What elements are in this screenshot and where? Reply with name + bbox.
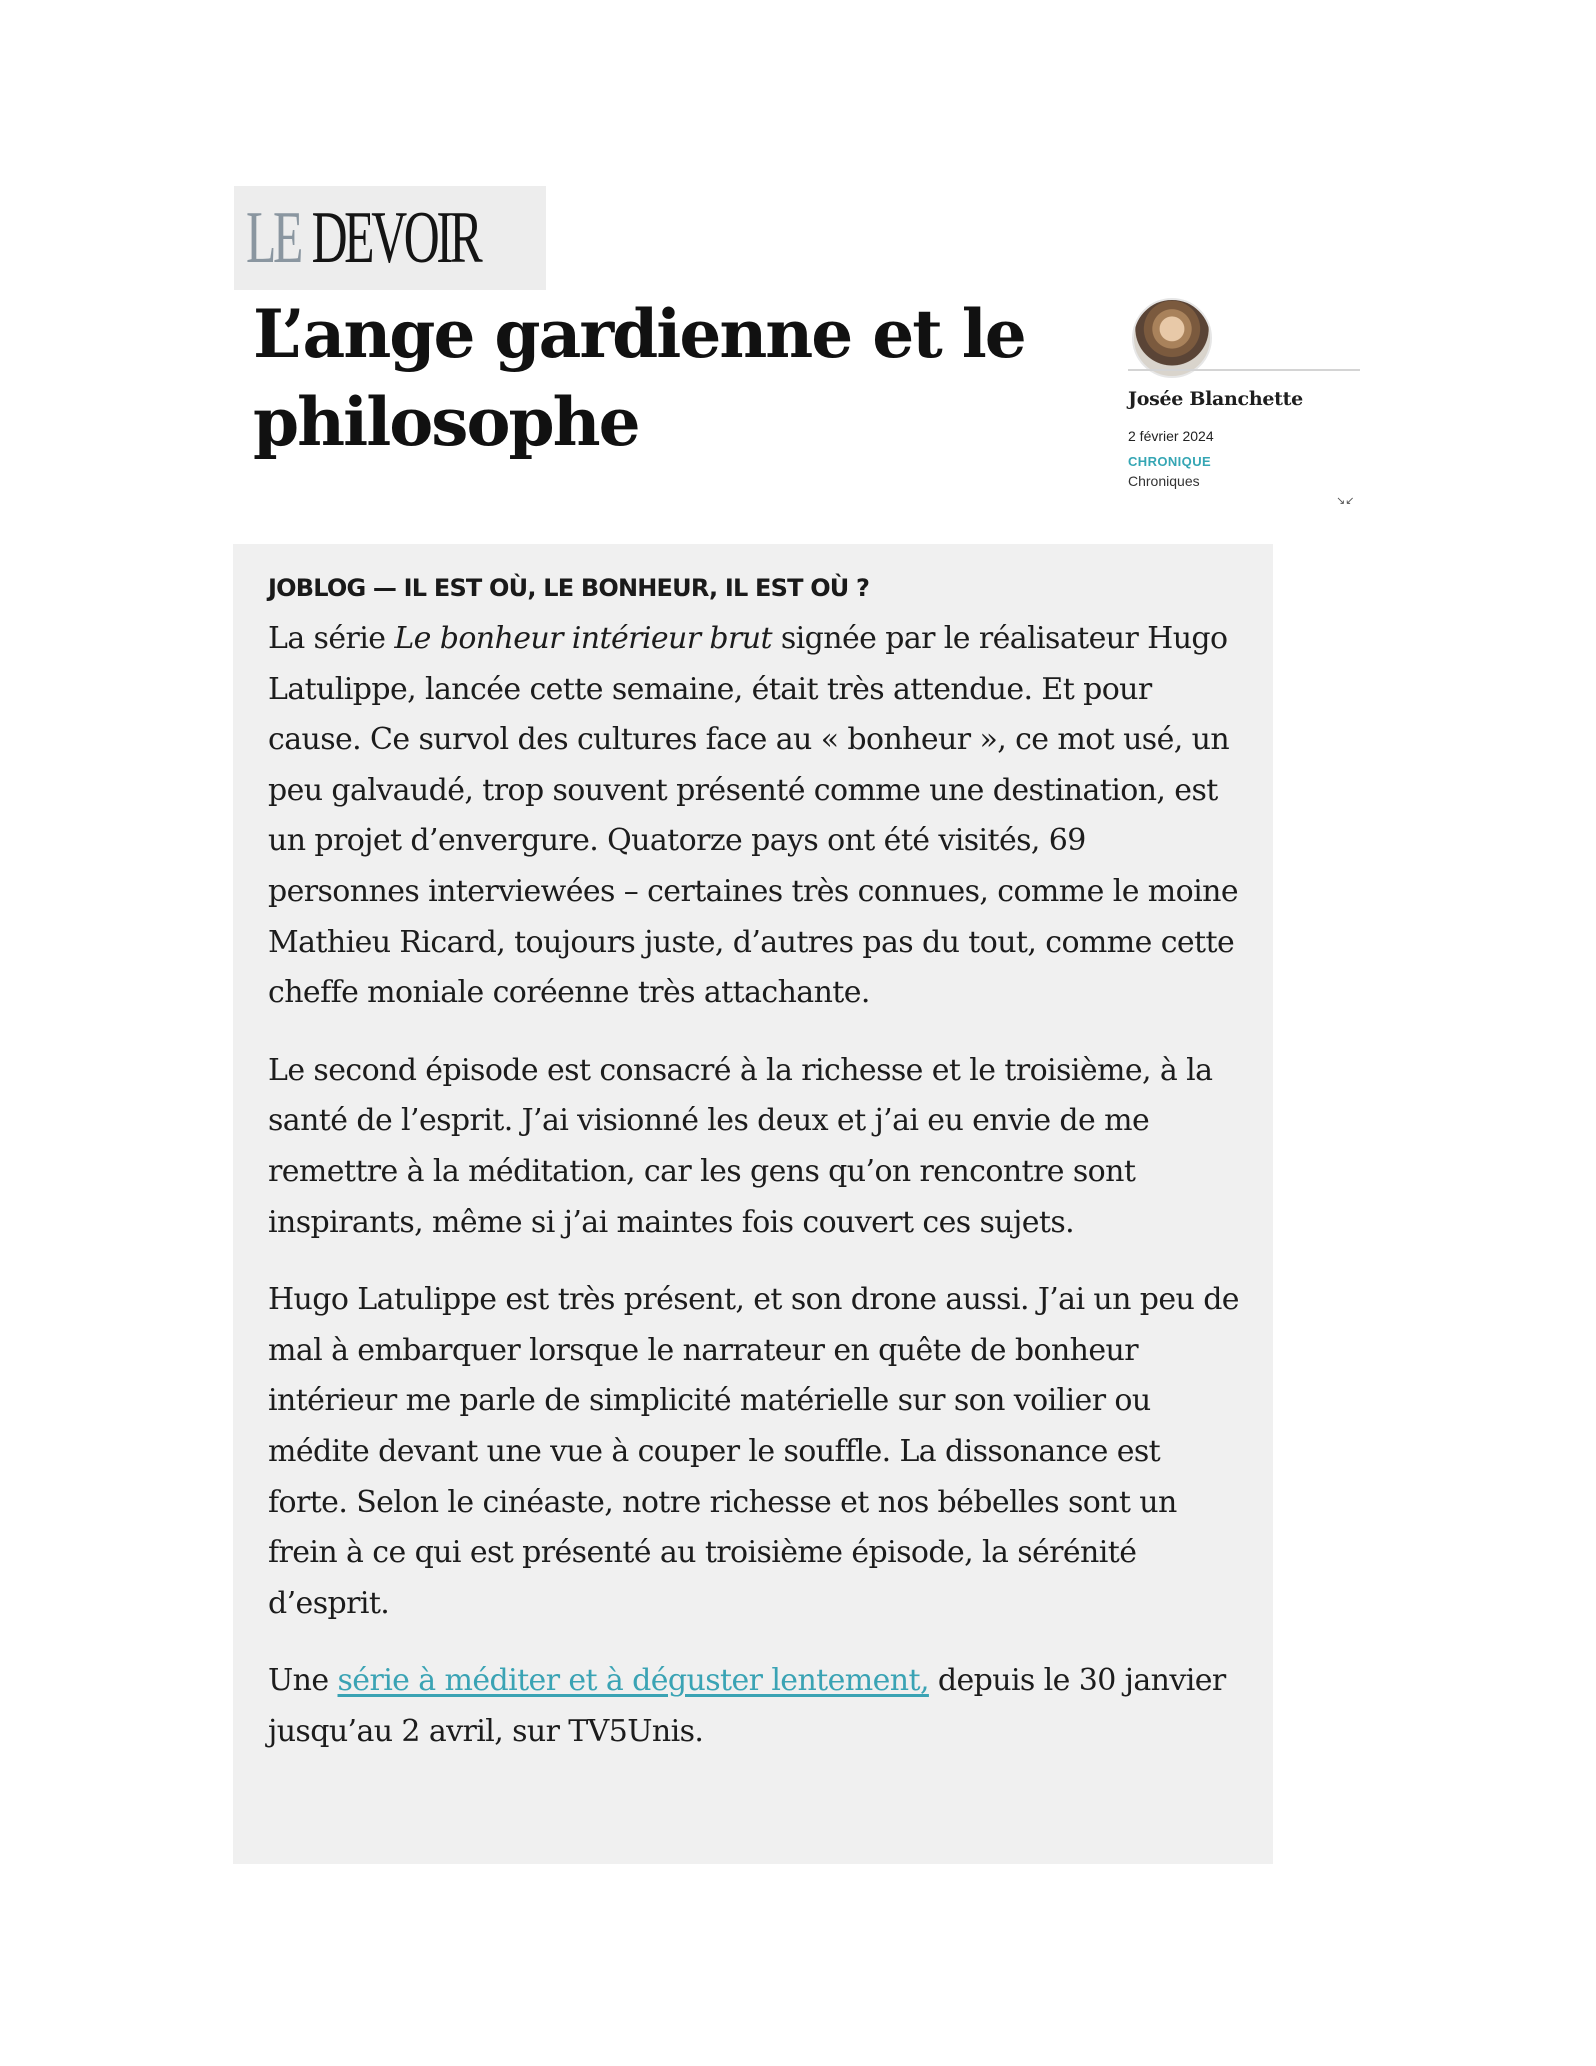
author-block — [1128, 298, 1360, 508]
share-icon[interactable]: ↘↙ — [1336, 494, 1355, 507]
paragraph-4-start: Une — [268, 1663, 338, 1699]
paragraph-1-rest: signée par le réalisateur Hugo Latulippe, lancée cette semaine, était très attendue. Et pour cause. Ce survol des cultures face au « bonheur », ce mot usé, un peu galvaudé, trop souvent présenté comme une destination, est un projet d’envergure. Quatorze pays ont été visités, 69 personnes interviewées – certaines très connues, comme le moine Mathieu Ricard, toujours juste, d’autres pas du tout, comme cette cheffe moniale coréenne très attachante. — [268, 621, 1238, 1011]
article-kicker: JOBLOG — IL EST OÙ, LE BONHEUR, IL EST OÙ ? — [268, 574, 870, 602]
paragraph-2: Le second épisode est consacré à la richesse et le troisième, à la santé de l’esprit. J’ai visionné les deux et j’ai eu envie de me remettre à la méditation, car les gens qu’on rencontre sont inspirants, même si j’ai maintes fois couvert ces sujets. — [268, 1052, 1213, 1240]
author-name[interactable]: Josée Blanchette — [1128, 388, 1303, 410]
category-link[interactable]: CHRONIQUE — [1128, 454, 1212, 469]
le-devoir-logo[interactable] — [234, 186, 546, 290]
paragraph-4 — [268, 1656, 1239, 1757]
author-avatar[interactable] — [1132, 298, 1212, 378]
publish-date: 2 février 2024 — [1128, 428, 1214, 444]
article-body — [233, 544, 1273, 1864]
paragraph-4-rest: depuis le 30 janvier jusqu’au 2 avril, sur TV5Unis. — [268, 1663, 1226, 1749]
series-title: Le bonheur intérieur brut — [394, 621, 772, 656]
section-link[interactable]: Chroniques — [1128, 473, 1200, 489]
logo-le: LE — [246, 197, 301, 279]
article-headline: L’ange gardienne et le philosophe — [253, 295, 1025, 461]
series-link[interactable]: série à méditer et à déguster lentement, — [337, 1663, 929, 1699]
logo-devoir: DEVOIR — [311, 197, 480, 279]
paragraph-1-start: La série — [268, 621, 395, 656]
paragraph-1 — [268, 614, 1239, 1019]
paragraph-3: Hugo Latulippe est très présent, et son drone aussi. J’ai un peu de mal à embarquer lorsque le narrateur en quête de bonheur intérieur me parle de simplicité matérielle sur son voilier ou médite devant une vue à couper le souffle. La dissonance est forte. Selon le cinéaste, notre richesse et nos bébelles sont un frein à ce qui est présenté au troisième épisode, la sérénité d’esprit. — [268, 1282, 1239, 1621]
author-divider — [1128, 369, 1360, 371]
